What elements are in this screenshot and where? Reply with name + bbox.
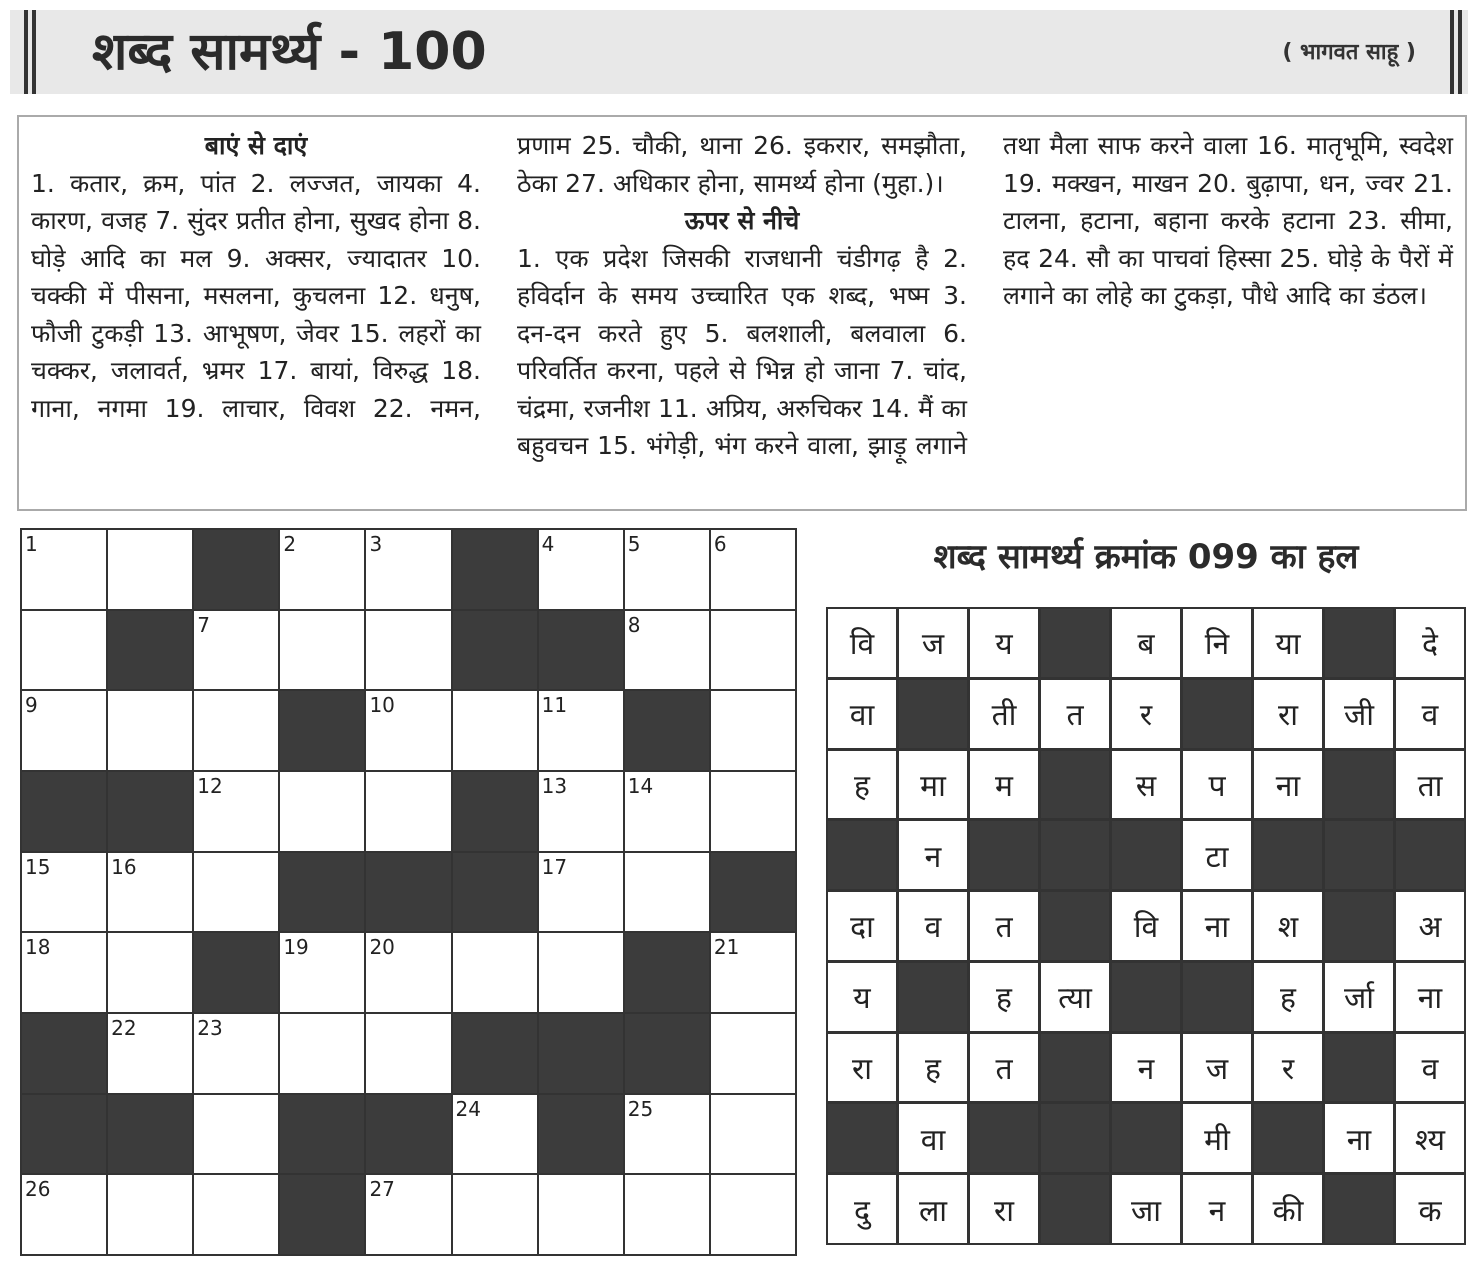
title-bar-left-rule-inner: [32, 10, 36, 94]
crossword-cell[interactable]: [194, 691, 278, 770]
solution-cell: वि: [1112, 892, 1180, 960]
solution-cell: त: [970, 892, 1038, 960]
solution-cell: मी: [1183, 1104, 1251, 1172]
solution-cell: ता: [1396, 751, 1464, 819]
crossword-cell[interactable]: [625, 853, 709, 932]
crossword-cell[interactable]: [280, 611, 364, 690]
title-bar-right-rule-outer: [1458, 10, 1462, 94]
crossword-cell[interactable]: [108, 530, 192, 609]
solution-cell: य: [828, 963, 896, 1031]
solution-block: [899, 963, 967, 1031]
crossword-cell[interactable]: [453, 1095, 537, 1174]
crossword-block: [108, 611, 192, 690]
solution-cell: रा: [1254, 680, 1322, 748]
solution-cell: वि: [828, 609, 896, 677]
solution-cell: जी: [1325, 680, 1393, 748]
crossword-cell[interactable]: [539, 1175, 623, 1254]
solution-cell: रा: [828, 1034, 896, 1102]
down-clues: 1. एक प्रदेश जिसकी राजधानी चंडीगढ़ है 2. हविर्दान के समय उच्चारित एक शब्द, भष्म 3. दन-दन करते हुए 5. बलशाली, बलवाला 6. परिवर्तित करना, पहले से भिन्न हो जाना 7. चांद, चंद्रमा, रजनीश 11. अप्रिय, अरुचिकर 14. मैं का बहुवचन 15. भंगेड़ी, भंग करने वाला, झाड़ू लगाने तथा मैला साफ करने वाला 16. मातृभूमि, स्वदेश 19. मक्खन, माखन 20. बुढ़ापा, धन, ज्वर 21. टालना, हटाना, बहाना करके हटाना 23. सीमा, हद 24. सौ का पाचवां हिस्सा 25. घोड़े के पैरों में लगाने का लोहे का टुकड़ा, पौधे आदि का डंठल।: [517, 131, 1453, 460]
crossword-cell[interactable]: [194, 853, 278, 932]
solution-block: [1325, 751, 1393, 819]
crossword-cell[interactable]: [22, 691, 106, 770]
clue-number: 13: [541, 773, 568, 798]
title-bar: [10, 10, 1468, 94]
solution-grid: [826, 607, 1466, 1245]
solution-block: [1254, 1104, 1322, 1172]
across-heading: बाएं से दाएं: [204, 131, 308, 160]
solution-cell: वा: [828, 680, 896, 748]
crossword-cell[interactable]: [711, 772, 795, 851]
solution-cell: श्य: [1396, 1104, 1464, 1172]
solution-cell: ती: [970, 680, 1038, 748]
solution-block: [1041, 892, 1109, 960]
solution-block: [1041, 1104, 1109, 1172]
clue-number: 7: [197, 612, 210, 637]
clue-number: 25: [627, 1096, 654, 1121]
crossword-cell[interactable]: [194, 1014, 278, 1093]
solution-title: शब्द सामर्थ्य क्रमांक 099 का हल: [933, 537, 1359, 577]
author-credit: ( भागवत साहू ): [1282, 40, 1416, 65]
solution-cell: ह: [1254, 963, 1322, 1031]
crossword-cell[interactable]: [194, 772, 278, 851]
clues-panel: [17, 115, 1467, 511]
crossword-block: [625, 691, 709, 770]
crossword-block: [280, 853, 364, 932]
solution-block: [1041, 751, 1109, 819]
clue-number: 14: [627, 773, 654, 798]
solution-cell: या: [1254, 609, 1322, 677]
clue-number: 21: [713, 935, 740, 960]
crossword-block: [280, 1095, 364, 1174]
crossword-cell[interactable]: [539, 772, 623, 851]
page-title: शब्द सामर्थ्य - 100: [92, 22, 487, 82]
solution-cell: न: [1112, 1034, 1180, 1102]
crossword-cell[interactable]: [625, 772, 709, 851]
solution-cell: स: [1112, 751, 1180, 819]
solution-block: [899, 680, 967, 748]
crossword-cell[interactable]: [366, 691, 450, 770]
solution-block: [1112, 821, 1180, 889]
down-heading: ऊपर से नीचे: [684, 206, 800, 235]
solution-cell: व: [899, 892, 967, 960]
crossword-cell[interactable]: [711, 1014, 795, 1093]
solution-block: [1112, 963, 1180, 1031]
crossword-cell[interactable]: [194, 1095, 278, 1174]
clue-number: 3: [369, 532, 383, 556]
crossword-block: [453, 611, 537, 690]
clue-number: 8: [627, 612, 641, 637]
solution-cell: र्जा: [1325, 963, 1393, 1031]
solution-cell: टा: [1183, 821, 1251, 889]
crossword-cell[interactable]: [108, 853, 192, 932]
clue-number: 1: [25, 532, 38, 556]
solution-cell: ज: [899, 609, 967, 677]
crossword-cell[interactable]: [194, 611, 278, 690]
crossword-cell[interactable]: [366, 1014, 450, 1093]
solution-cell: जा: [1112, 1175, 1180, 1243]
solution-cell: त: [970, 1034, 1038, 1102]
crossword-block: [539, 611, 623, 690]
crossword-block: [711, 853, 795, 932]
crossword-cell[interactable]: [625, 1175, 709, 1254]
crossword-cell[interactable]: [711, 933, 795, 1012]
crossword-block: [366, 853, 450, 932]
crossword-cell[interactable]: [280, 530, 364, 609]
crossword-block: [22, 772, 106, 851]
crossword-block: [366, 1095, 450, 1174]
clue-number: 26: [25, 1177, 51, 1202]
crossword-cell[interactable]: [194, 1175, 278, 1254]
crossword-cell[interactable]: [539, 691, 623, 770]
solution-cell: व: [1396, 680, 1464, 748]
clue-number: 9: [25, 693, 38, 718]
solution-cell: ह: [899, 1034, 967, 1102]
solution-cell: व: [1396, 1034, 1464, 1102]
solution-cell: की: [1254, 1175, 1322, 1243]
crossword-cell[interactable]: [711, 1175, 795, 1254]
clue-number: 27: [369, 1177, 395, 1202]
crossword-cell[interactable]: [539, 933, 623, 1012]
solution-block: [1325, 609, 1393, 677]
crossword-cell[interactable]: [625, 530, 709, 609]
crossword-block: [194, 933, 278, 1012]
solution-cell: ह: [828, 751, 896, 819]
solution-block: [828, 1104, 896, 1172]
solution-block: [1041, 821, 1109, 889]
solution-cell: र: [1112, 680, 1180, 748]
crossword-cell[interactable]: [22, 530, 106, 609]
crossword-grid: [20, 528, 797, 1256]
title-bar-left-rule: [24, 10, 28, 94]
solution-cell: दा: [828, 892, 896, 960]
solution-cell: ज: [1183, 1034, 1251, 1102]
crossword-cell[interactable]: [22, 1175, 106, 1254]
crossword-cell[interactable]: [625, 611, 709, 690]
crossword-cell[interactable]: [366, 611, 450, 690]
solution-block: [1041, 1175, 1109, 1243]
solution-cell: प: [1183, 751, 1251, 819]
solution-block: [1254, 821, 1322, 889]
crossword-cell[interactable]: [366, 1175, 450, 1254]
solution-cell: ना: [1254, 751, 1322, 819]
solution-cell: ना: [1183, 892, 1251, 960]
crossword-block: [539, 1095, 623, 1174]
solution-cell: क: [1396, 1175, 1464, 1243]
clue-number: 6: [713, 532, 727, 556]
clue-number: 23: [197, 1015, 223, 1040]
crossword-cell[interactable]: [453, 1175, 537, 1254]
solution-cell: मा: [899, 751, 967, 819]
crossword-cell[interactable]: [453, 691, 537, 770]
clue-number: 5: [627, 532, 641, 556]
solution-cell: ना: [1325, 1104, 1393, 1172]
clue-number: 24: [455, 1096, 481, 1121]
solution-block: [1325, 821, 1393, 889]
solution-cell: ना: [1396, 963, 1464, 1031]
clue-number: 12: [197, 773, 223, 798]
clue-number: 4: [541, 532, 555, 556]
clue-number: 20: [369, 935, 395, 960]
crossword-cell[interactable]: [108, 1175, 192, 1254]
crossword-block: [108, 772, 192, 851]
crossword-cell[interactable]: [280, 1014, 364, 1093]
crossword-cell[interactable]: [108, 933, 192, 1012]
solution-cell: य: [970, 609, 1038, 677]
crossword-block: [539, 1014, 623, 1093]
clue-number: 2: [283, 532, 297, 556]
solution-cell: दु: [828, 1175, 896, 1243]
solution-cell: त्या: [1041, 963, 1109, 1031]
crossword-cell[interactable]: [711, 1095, 795, 1174]
clue-number: 18: [25, 935, 51, 960]
clue-number: 16: [111, 854, 137, 879]
crossword-cell[interactable]: [108, 691, 192, 770]
crossword-cell[interactable]: [539, 853, 623, 932]
solution-block: [1183, 963, 1251, 1031]
solution-cell: अ: [1396, 892, 1464, 960]
crossword-cell[interactable]: [539, 530, 623, 609]
clue-number: 11: [541, 693, 568, 718]
solution-block: [970, 821, 1038, 889]
crossword-cell[interactable]: [280, 933, 364, 1012]
title-bar-right-rule: [1450, 10, 1454, 94]
crossword-cell[interactable]: [453, 933, 537, 1012]
crossword-cell[interactable]: [366, 530, 450, 609]
crossword-block: [453, 772, 537, 851]
solution-block: [1041, 609, 1109, 677]
crossword-block: [453, 530, 537, 609]
crossword-block: [22, 1095, 106, 1174]
clues-columns: [31, 127, 1453, 501]
crossword-block: [280, 691, 364, 770]
crossword-block: [194, 530, 278, 609]
solution-cell: म: [970, 751, 1038, 819]
solution-block: [1396, 821, 1464, 889]
solution-cell: नि: [1183, 609, 1251, 677]
crossword-block: [625, 1014, 709, 1093]
clue-number: 17: [541, 854, 568, 879]
clue-number: 19: [283, 935, 309, 960]
solution-cell: त: [1041, 680, 1109, 748]
crossword-cell[interactable]: [108, 1014, 192, 1093]
crossword-cell[interactable]: [366, 933, 450, 1012]
solution-block: [1183, 680, 1251, 748]
solution-block: [970, 1104, 1038, 1172]
solution-block: [1325, 1175, 1393, 1243]
across-clues: 1. कतार, क्रम, पांत 2. लज्जत, जायका 4. कारण, वजह 7. सुंदर प्रतीत होना, सुखद होना 8. घोड़े आदि का मल 9. अक्सर, ज्यादातर 10. चक्की में पीसना, मसलना, कुचलना 12. धनुष, फौजी टुकड़ी 13. आभूषण, जेवर 15. लहरों का चक्कर, जलावर्त, भ्रमर 17. बायां, विरुद्ध 18. गाना, नगमा 19. लाचार, विवश 22. नमन, प्रणाम 25. चौकी, थाना 26. इकरार, समझौता, ठेका 27. अधिकार होना, सामर्थ्य होना (मुहा.)।: [31, 131, 967, 423]
solution-cell: ला: [899, 1175, 967, 1243]
crossword-cell[interactable]: [366, 772, 450, 851]
crossword-block: [453, 1014, 537, 1093]
crossword-cell[interactable]: [22, 611, 106, 690]
crossword-block: [280, 1175, 364, 1254]
solution-cell: दे: [1396, 609, 1464, 677]
solution-block: [828, 821, 896, 889]
solution-block: [1325, 1034, 1393, 1102]
crossword-cell[interactable]: [711, 530, 795, 609]
solution-cell: र: [1254, 1034, 1322, 1102]
crossword-block: [625, 933, 709, 1012]
solution-cell: न: [1183, 1175, 1251, 1243]
solution-block: [1041, 1034, 1109, 1102]
crossword-cell[interactable]: [625, 1095, 709, 1174]
solution-cell: न: [899, 821, 967, 889]
crossword-cell[interactable]: [22, 853, 106, 932]
crossword-cell[interactable]: [22, 933, 106, 1012]
crossword-block: [108, 1095, 192, 1174]
solution-block: [1112, 1104, 1180, 1172]
crossword-cell[interactable]: [711, 611, 795, 690]
clue-number: 22: [111, 1015, 137, 1040]
clue-number: 10: [369, 693, 395, 718]
crossword-block: [22, 1014, 106, 1093]
solution-cell: रा: [970, 1175, 1038, 1243]
solution-cell: वा: [899, 1104, 967, 1172]
crossword-cell[interactable]: [711, 691, 795, 770]
solution-cell: श: [1254, 892, 1322, 960]
solution-block: [1325, 892, 1393, 960]
solution-cell: ब: [1112, 609, 1180, 677]
crossword-cell[interactable]: [280, 772, 364, 851]
clue-number: 15: [25, 854, 51, 879]
crossword-block: [453, 853, 537, 932]
solution-cell: ह: [970, 963, 1038, 1031]
